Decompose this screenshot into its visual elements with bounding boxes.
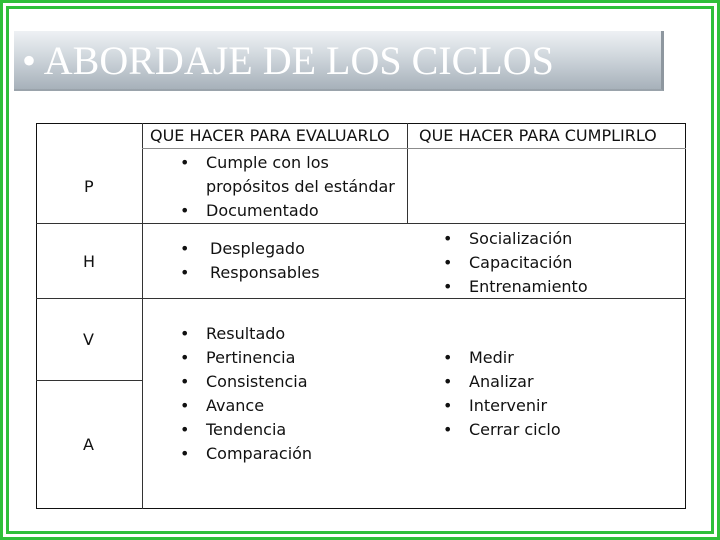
- list-item: • Tendencia: [180, 420, 287, 439]
- row-label-v: V: [83, 330, 94, 349]
- list-item: • Pertinencia: [180, 348, 296, 367]
- list-item: • Comparación: [180, 444, 313, 463]
- list-item: • Socialización: [443, 229, 573, 248]
- row-separator-header: [142, 148, 686, 149]
- list-item: • Medir: [443, 348, 514, 367]
- header-evaluar: QUE HACER PARA EVALUARLO: [150, 126, 390, 145]
- list-item: • Cerrar ciclo: [443, 420, 561, 439]
- list-item: • Resultado: [180, 324, 286, 343]
- slide-title: • ABORDAJE DE LOS CICLOS: [22, 38, 554, 83]
- list-item-continuation: propósitos del estándar: [206, 177, 395, 196]
- list-item: • Documentado: [180, 201, 319, 220]
- p-evaluar-list: [180, 151, 395, 223]
- row-separator-v: [36, 380, 142, 381]
- list-item: • Entrenamiento: [443, 277, 588, 296]
- list-item: • Responsables: [180, 263, 320, 282]
- h-evaluar-list: [180, 237, 320, 285]
- va-evaluar-list: [180, 322, 313, 466]
- col-separator-2: [407, 123, 408, 223]
- list-item: • Desplegado: [180, 239, 305, 258]
- list-item: • Avance: [180, 396, 265, 415]
- h-cumplir-list: [443, 227, 588, 299]
- list-item: • Cumple con los: [180, 153, 329, 172]
- list-item: • Consistencia: [180, 372, 308, 391]
- list-item: • Capacitación: [443, 253, 573, 272]
- list-item: • Analizar: [443, 372, 534, 391]
- row-label-p: P: [84, 177, 94, 196]
- row-label-h: H: [83, 252, 96, 271]
- va-cumplir-list: [443, 346, 561, 442]
- row-separator-h: [36, 298, 686, 299]
- col-separator-1: [142, 123, 143, 509]
- list-item: • Intervenir: [443, 396, 548, 415]
- row-separator-p: [36, 223, 686, 224]
- row-label-a: A: [83, 435, 94, 454]
- header-cumplir: QUE HACER PARA CUMPLIRLO: [419, 126, 657, 145]
